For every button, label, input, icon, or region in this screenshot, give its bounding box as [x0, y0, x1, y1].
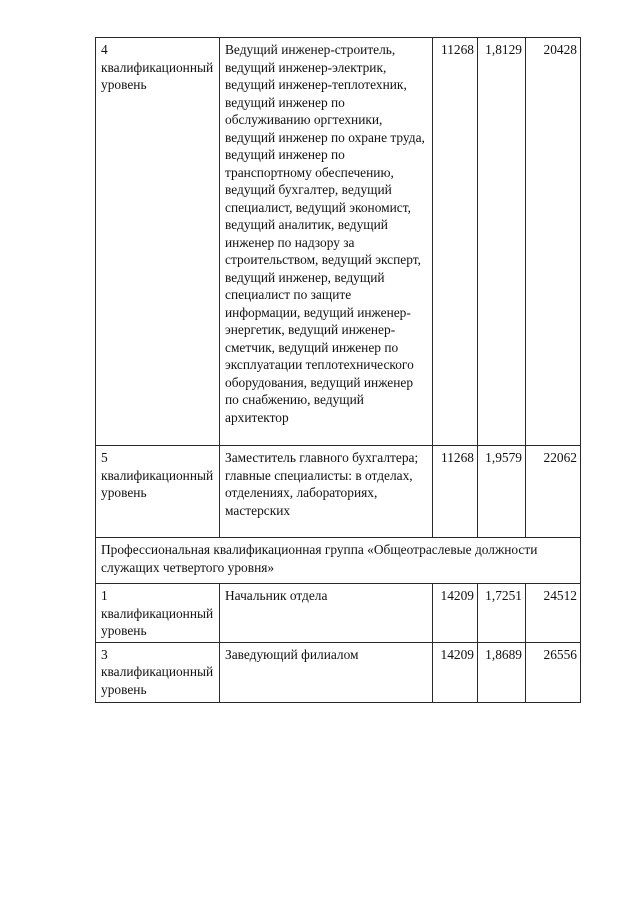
- level-label: квалификационный уровень: [101, 467, 214, 500]
- table-row: [96, 38, 581, 446]
- table-row: [96, 642, 581, 702]
- qualification-level-cell: [96, 642, 220, 702]
- coefficient-cell: 1,8689: [478, 642, 526, 702]
- table-row: [96, 446, 581, 538]
- base-salary-cell: 11268: [433, 446, 478, 538]
- base-salary-cell: 14209: [433, 642, 478, 702]
- qualification-level-cell: [96, 38, 220, 446]
- level-number: 1: [101, 588, 108, 603]
- salary-cell: 24512: [526, 584, 581, 643]
- level-label: квалификационный уровень: [101, 605, 214, 638]
- base-salary-cell: 14209: [433, 584, 478, 643]
- salary-cell: 20428: [526, 38, 581, 446]
- qualification-level-cell: [96, 584, 220, 643]
- coefficient-cell: 1,9579: [478, 446, 526, 538]
- table-row: [96, 584, 581, 643]
- level-label: квалификационный уровень: [101, 664, 214, 697]
- salary-table: [95, 37, 581, 703]
- level-number: 4: [101, 42, 108, 57]
- level-label: квалификационный уровень: [101, 59, 214, 92]
- positions-cell: Заведующий филиалом: [220, 642, 433, 702]
- qualification-level-cell: [96, 446, 220, 538]
- coefficient-cell: 1,7251: [478, 584, 526, 643]
- group-heading-row: [96, 538, 581, 584]
- coefficient-cell: 1,8129: [478, 38, 526, 446]
- positions-cell: Заместитель главного бухгалтера; главные специалисты: в отделах, отделениях, лабораториях, мастерских: [220, 446, 433, 538]
- base-salary-cell: 11268: [433, 38, 478, 446]
- level-number: 5: [101, 450, 108, 465]
- salary-cell: 26556: [526, 642, 581, 702]
- level-number: 3: [101, 646, 108, 662]
- salary-cell: 22062: [526, 446, 581, 538]
- positions-cell: Начальник отдела: [220, 584, 433, 643]
- positions-cell: Ведущий инженер-строитель, ведущий инженер-электрик, ведущий инженер-теплотехник, ведущий инженер по обслуживанию оргтехники, ведущий инженер по охране труда, ведущий инженер по транспортному обеспечению, ведущий бухгалтер, ведущий специалист, ведущий экономист, ведущий аналитик, ведущий инженер по надзору за строительством, ведущий эксперт, ведущий инженер, ведущий специалист по защите информации, ведущий инженер-энергетик, ведущий инженер-сметчик, ведущий инженер по эксплуатации теплотехнического оборудования, ведущий инженер по снабжению, ведущий архитектор: [220, 38, 433, 446]
- group-heading: Профессиональная квалификационная группа «Общеотраслевые должности служащих четвертого уровня»: [96, 538, 581, 584]
